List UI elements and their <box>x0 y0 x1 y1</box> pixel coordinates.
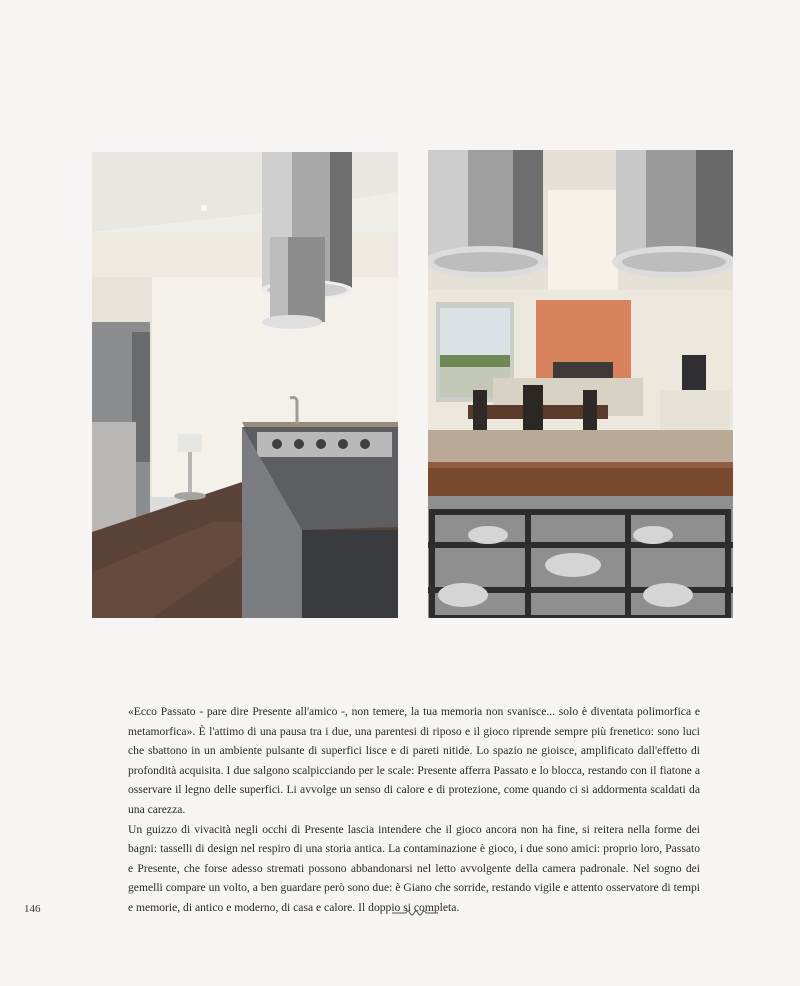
page-number: 146 <box>24 903 41 915</box>
kitchen-island-illustration <box>92 152 398 618</box>
kitchen-living-illustration <box>428 150 733 618</box>
paragraph-1: «Ecco Passato - pare dire Presente all'amico -, non temere, la tua memoria non svanisce... solo è diventata polimorfica e metamorfica». È l'attimo di una pausa tra i due, una parentesi di riposo e il gioco riprende sempre più frenetico: sono luci che sbattono in un ambiente pulsante di superfici lisce e di pareti nitide. Lo spazio ne gioisce, amplificato dall'effetto di profondità acquisita. I due salgono scalpicciando per le scale: Presente afferra Passato e lo blocca, restando con il fiatone a osservare il legno delle superfici. Li avvolge un senso di calore e di protezione, come quando ci si addormenta scaldati da una carezza. <box>128 705 700 816</box>
kitchen-island-photo <box>92 152 398 618</box>
ornament-flourish-icon <box>392 908 438 918</box>
kitchen-living-photo <box>428 150 733 618</box>
paragraph-2: Un guizzo di vivacità negli occhi di Presente lascia intendere che il gioco ancora non ha fine, si reitera nella forme dei bagni: tasselli di design nel respiro di una storia antica. La contaminazione è gioco, i due sono amici: proprio loro, Passato e Presente, che forse adesso stremati possono abbandonarsi nel letto avvolgente della camera padronale. Nel sogno dei gemelli compare un volto, a ben guardare però sono due: è Giano che sorride, restando vigile e attento osservatore di tempi e memorie, di antico e moderno, di casa e calore. Il doppio si completa. <box>128 822 700 914</box>
body-text <box>128 702 700 918</box>
